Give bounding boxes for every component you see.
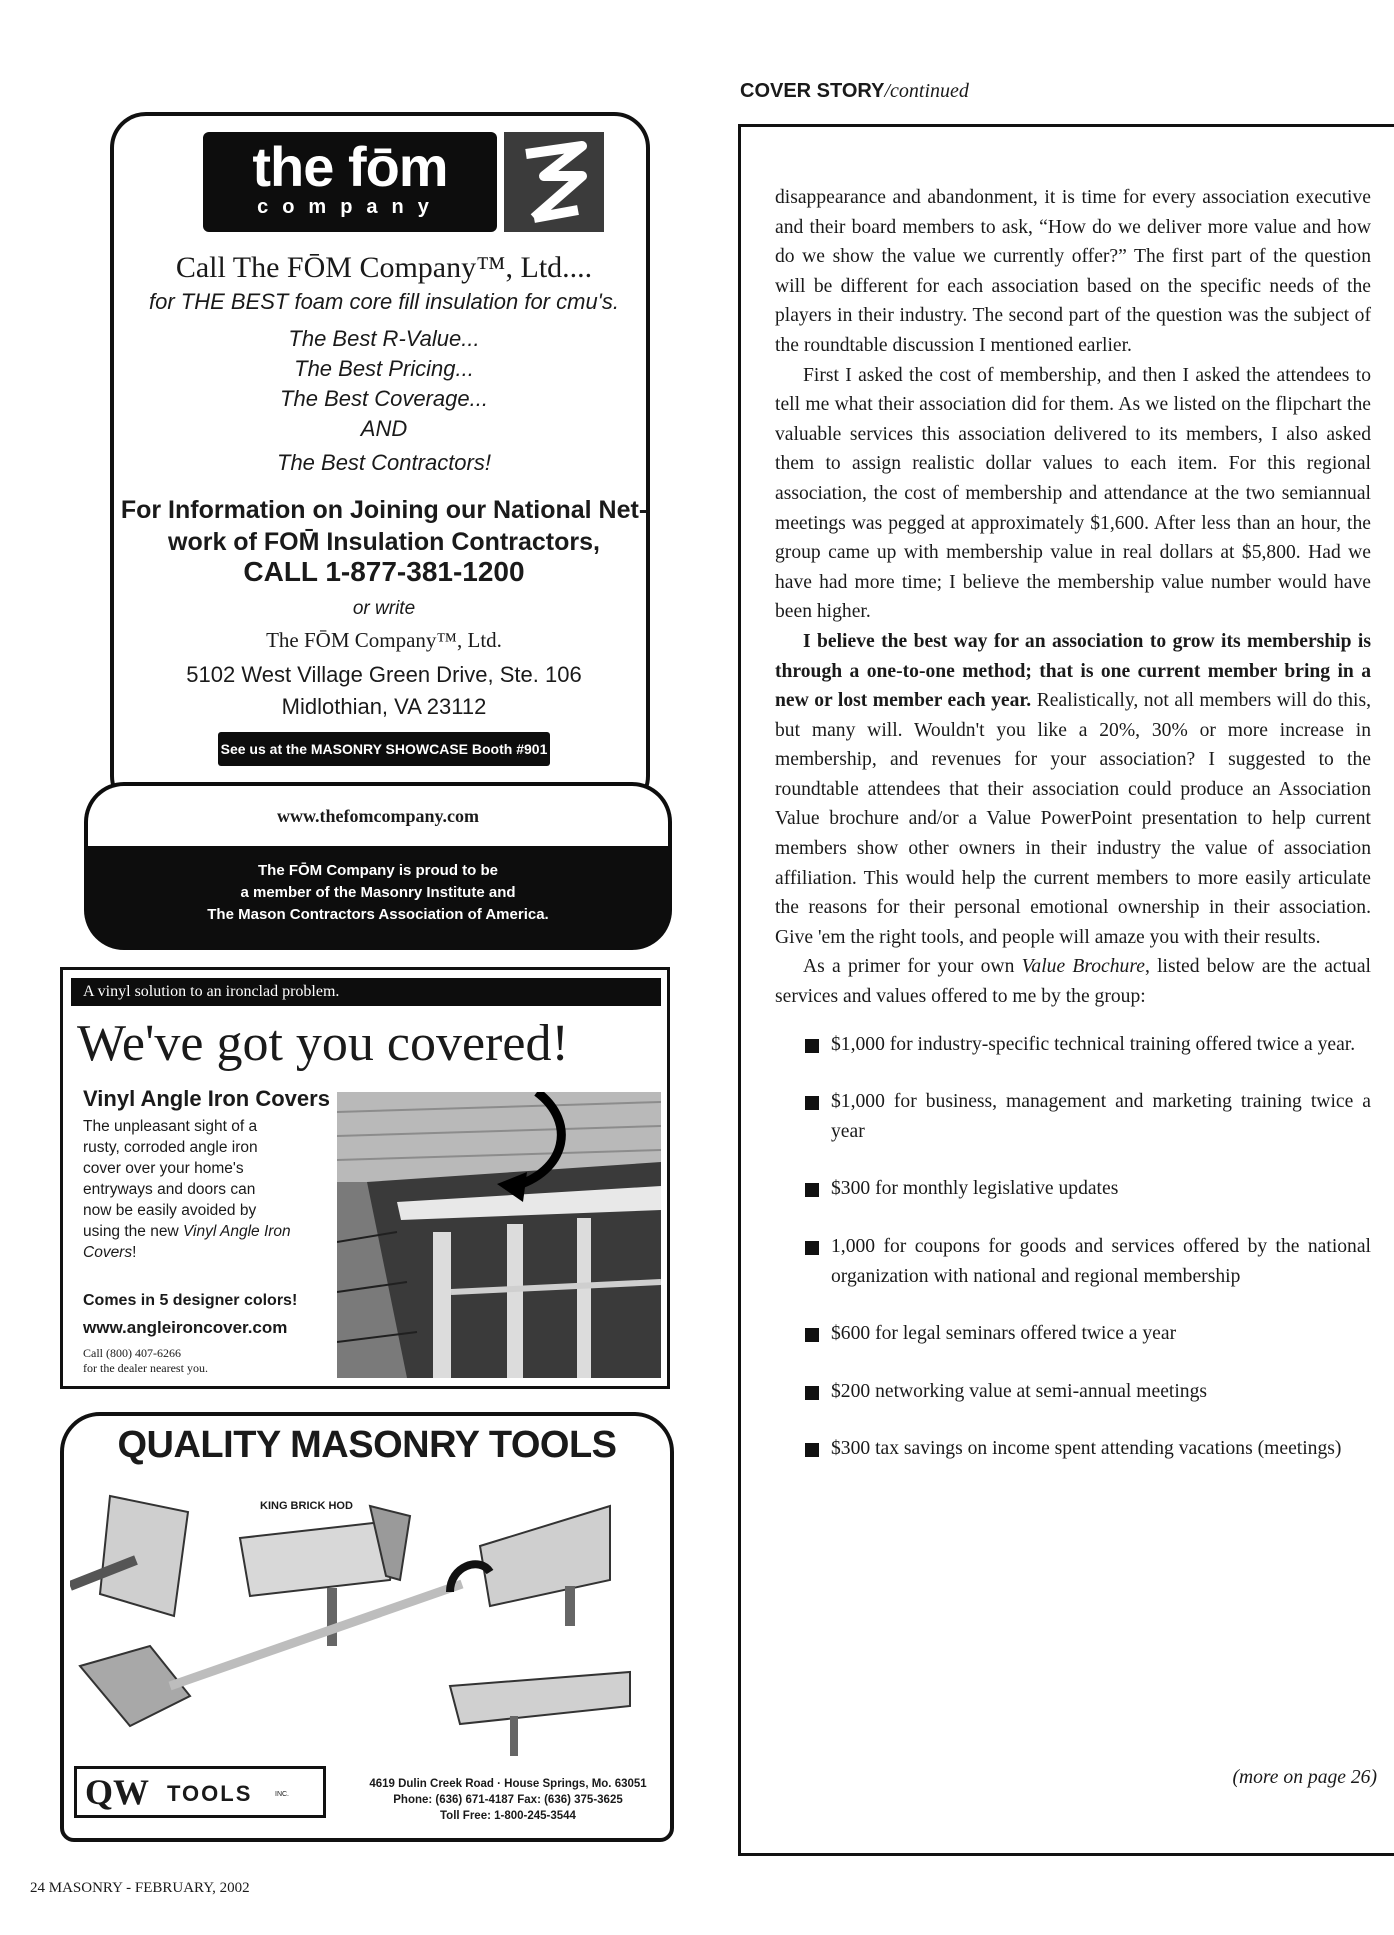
article-paragraph-4	[775, 952, 1371, 1011]
bullet-square-icon	[805, 1328, 819, 1342]
list-item	[805, 1030, 1371, 1060]
list-item-text: $200 networking value at semi-annual meetings	[831, 1380, 1207, 1402]
fom-company-ad	[84, 112, 672, 952]
list-item	[805, 1434, 1371, 1464]
vinyl-body-line: now be easily avoided by	[83, 1202, 257, 1219]
fom-info-text	[114, 492, 654, 528]
page-folio: 24 MASONRY - FEBRUARY, 2002	[30, 1880, 250, 1896]
list-item	[805, 1232, 1371, 1291]
article-p4-post: , listed below are the actual services and values offered to me by the group:	[775, 956, 1371, 1008]
list-item-text: $600 for legal seminars offered twice a year	[831, 1323, 1177, 1345]
fom-or-write: or write	[352, 598, 416, 619]
fom-best-r-value: The Best R-Value...	[288, 326, 480, 351]
list-item-text: $300 for monthly legislative updates	[831, 1178, 1119, 1200]
vinyl-doorway-photo	[337, 1092, 661, 1378]
article-body	[775, 183, 1371, 1492]
fom-logo	[203, 132, 497, 232]
tools-phone-fax: Phone: (636) 671-4187 Fax: (636) 375-3625	[393, 1794, 623, 1806]
bullet-square-icon	[805, 1096, 819, 1110]
bullet-square-icon	[805, 1443, 819, 1457]
article-paragraph-3-rest: Realistically, not all members will do this, but many will. Wouldn't you like a 20%, 30% or more increase in membership, and revenues for your association? I suggested to the roundtable attendees that their association could produce an Association Value brochure and/or a Value PowerPoint presentation to help current members show other owners in their industry the value of association affiliation. This would help the current members to more easily articulate the reasons for their personal emotional ownership in their association. Give 'em the right tools, and people will amaze you with their results.	[775, 690, 1371, 948]
vinyl-headline: We've got you covered!	[77, 1015, 569, 1072]
fom-company-name: The FŌM Company™, Ltd.	[266, 628, 502, 652]
fom-info-line-1: For Information on Joining our National Net-	[120, 496, 648, 524]
fom-url: www.thefomcompany.com	[88, 786, 668, 846]
vinyl-call	[83, 1346, 208, 1376]
fom-membership-note	[84, 860, 672, 926]
article-box	[738, 124, 1394, 1856]
qw-tools-logo	[74, 1766, 326, 1818]
fom-booth-badge: See us at the MASONRY SHOWCASE Booth #901	[218, 732, 550, 766]
list-item	[805, 1319, 1371, 1349]
list-item-text: 1,000 for coupons for goods and services offered by the national organization with national and regional membership	[831, 1236, 1371, 1287]
fom-info-line-2: work of FOM̄ Insulation Contractors,	[168, 528, 600, 556]
list-item	[805, 1377, 1371, 1407]
masonry-tools-illustration	[70, 1476, 666, 1756]
list-item	[805, 1174, 1371, 1204]
article-p4-em: Value Brochure	[1021, 956, 1145, 978]
bullet-square-icon	[805, 1386, 819, 1400]
fom-proud-line-2: a member of the Masonry Institute and	[240, 884, 516, 901]
fom-ad-upper-panel	[110, 112, 650, 812]
qw-logo-text: TOOLS	[167, 1781, 253, 1806]
fom-logo-mark-icon	[504, 132, 604, 232]
article-paragraph-3	[775, 627, 1371, 953]
list-item-text: $1,000 for industry-specific technical training offered twice a year.	[831, 1033, 1356, 1055]
vinyl-body-line: The unpleasant sight of a	[83, 1118, 258, 1135]
fom-proud-line-3: The Mason Contractors Association of America.	[207, 906, 549, 923]
bullet-square-icon	[805, 1241, 819, 1255]
vinyl-body	[83, 1116, 303, 1263]
fom-tagline: for THE BEST foam core fill insulation for cmu's.	[148, 289, 619, 314]
fom-phone: CALL 1-877-381-1200	[243, 556, 525, 587]
fom-best-contractors: The Best Contractors!	[277, 450, 491, 475]
vinyl-banner: A vinyl solution to an ironclad problem.	[71, 978, 661, 1006]
vinyl-body-line: entryways and doors can	[83, 1181, 256, 1198]
vinyl-subhead: Vinyl Angle Iron Covers	[83, 1086, 330, 1111]
vinyl-call-phone: Call (800) 407-6266	[83, 1346, 181, 1360]
section-continued: /continued	[884, 80, 969, 102]
vinyl-colors: Comes in 5 designer colors!	[83, 1292, 298, 1309]
article-paragraph-2: First I asked the cost of membership, and then I asked the attendees to tell me what their association did for them. As we listed on the flipchart the valuable services this association delivered to its members, I also asked them to assign realistic dollar values to each item. For this regional association, the cost of membership and attendance at the two semiannual meetings was pegged at approximately $1,600. After less than an hour, the group came up with membership value in real dollars at $5,800. Had we have had more time; I believe the membership value number would have been higher.	[775, 364, 1371, 623]
fom-logo-title: the fōm	[252, 135, 448, 198]
vinyl-body-suffix: !	[132, 1244, 137, 1261]
bullet-square-icon	[805, 1039, 819, 1053]
continued-on-page: (more on page 26)	[1232, 1767, 1377, 1788]
list-item-text: $1,000 for business, management and marketing training twice a year	[831, 1091, 1371, 1142]
qw-logo-mark: QW	[85, 1772, 150, 1812]
king-brick-hod-label: KING BRICK HOD	[260, 1500, 353, 1512]
article-paragraph-1: disappearance and abandonment, it is time for every association executive and their board members to ask, “How do we deliver more value and how do we show the value we currently offer?” The first part of the question will be different for each association based on the specific needs of the players in their industry. The second part of the question was the subject of the roundtable discussion I mentioned earlier.	[775, 187, 1371, 356]
article-p4-pre: As a primer for your own	[803, 956, 1022, 978]
fom-ad-lower-panel	[84, 782, 672, 950]
fom-logo-subtitle: company	[257, 196, 443, 218]
fom-address-line-1: 5102 West Village Green Drive, Ste. 106	[186, 662, 582, 687]
tools-title: QUALITY MASONRY TOOLS	[117, 1424, 617, 1466]
fom-best-coverage: The Best Coverage...	[280, 386, 488, 411]
section-label	[740, 78, 969, 103]
list-item-text: $300 tax savings on income spent attending vacations (meetings)	[831, 1438, 1342, 1460]
fom-best-pricing: The Best Pricing...	[294, 356, 474, 381]
vinyl-body-line: rusty, corroded angle iron	[83, 1139, 258, 1156]
fom-call-line: Call The FŌM Company™, Ltd....	[175, 251, 593, 284]
vinyl-body-line: cover over your home's	[83, 1160, 244, 1177]
bullet-square-icon	[805, 1183, 819, 1197]
tools-contact	[350, 1776, 666, 1824]
vinyl-url: www.angleironcover.com	[83, 1318, 288, 1337]
qw-logo-inc: INC.	[275, 1791, 289, 1798]
vinyl-body-product	[83, 1221, 303, 1263]
tools-address: 4619 Dulin Creek Road · House Springs, Mo. 63051	[369, 1778, 647, 1790]
fom-best-and: AND	[360, 416, 408, 441]
list-item	[805, 1087, 1371, 1146]
fom-proud-line-1: The FŌM Company is proud to be	[258, 862, 498, 879]
quality-masonry-tools-ad	[60, 1412, 674, 1842]
vinyl-angle-iron-ad	[60, 967, 670, 1389]
article-emphasis: I believe the best way for an association to grow its membership is through a one-to-one method; that is one current member bring in a new or lost member each year.	[775, 630, 1371, 712]
value-list	[775, 1030, 1371, 1464]
fom-address-line-2: Midlothian, VA 23112	[281, 694, 487, 719]
section-name: COVER STORY	[740, 80, 885, 102]
tools-toll-free: Toll Free: 1-800-245-3544	[440, 1810, 576, 1822]
vinyl-call-note: for the dealer nearest you.	[83, 1361, 208, 1375]
vinyl-body-prefix: using the new	[83, 1223, 183, 1240]
vinyl-body-product-name: Vinyl Angle Iron Covers	[83, 1223, 291, 1261]
